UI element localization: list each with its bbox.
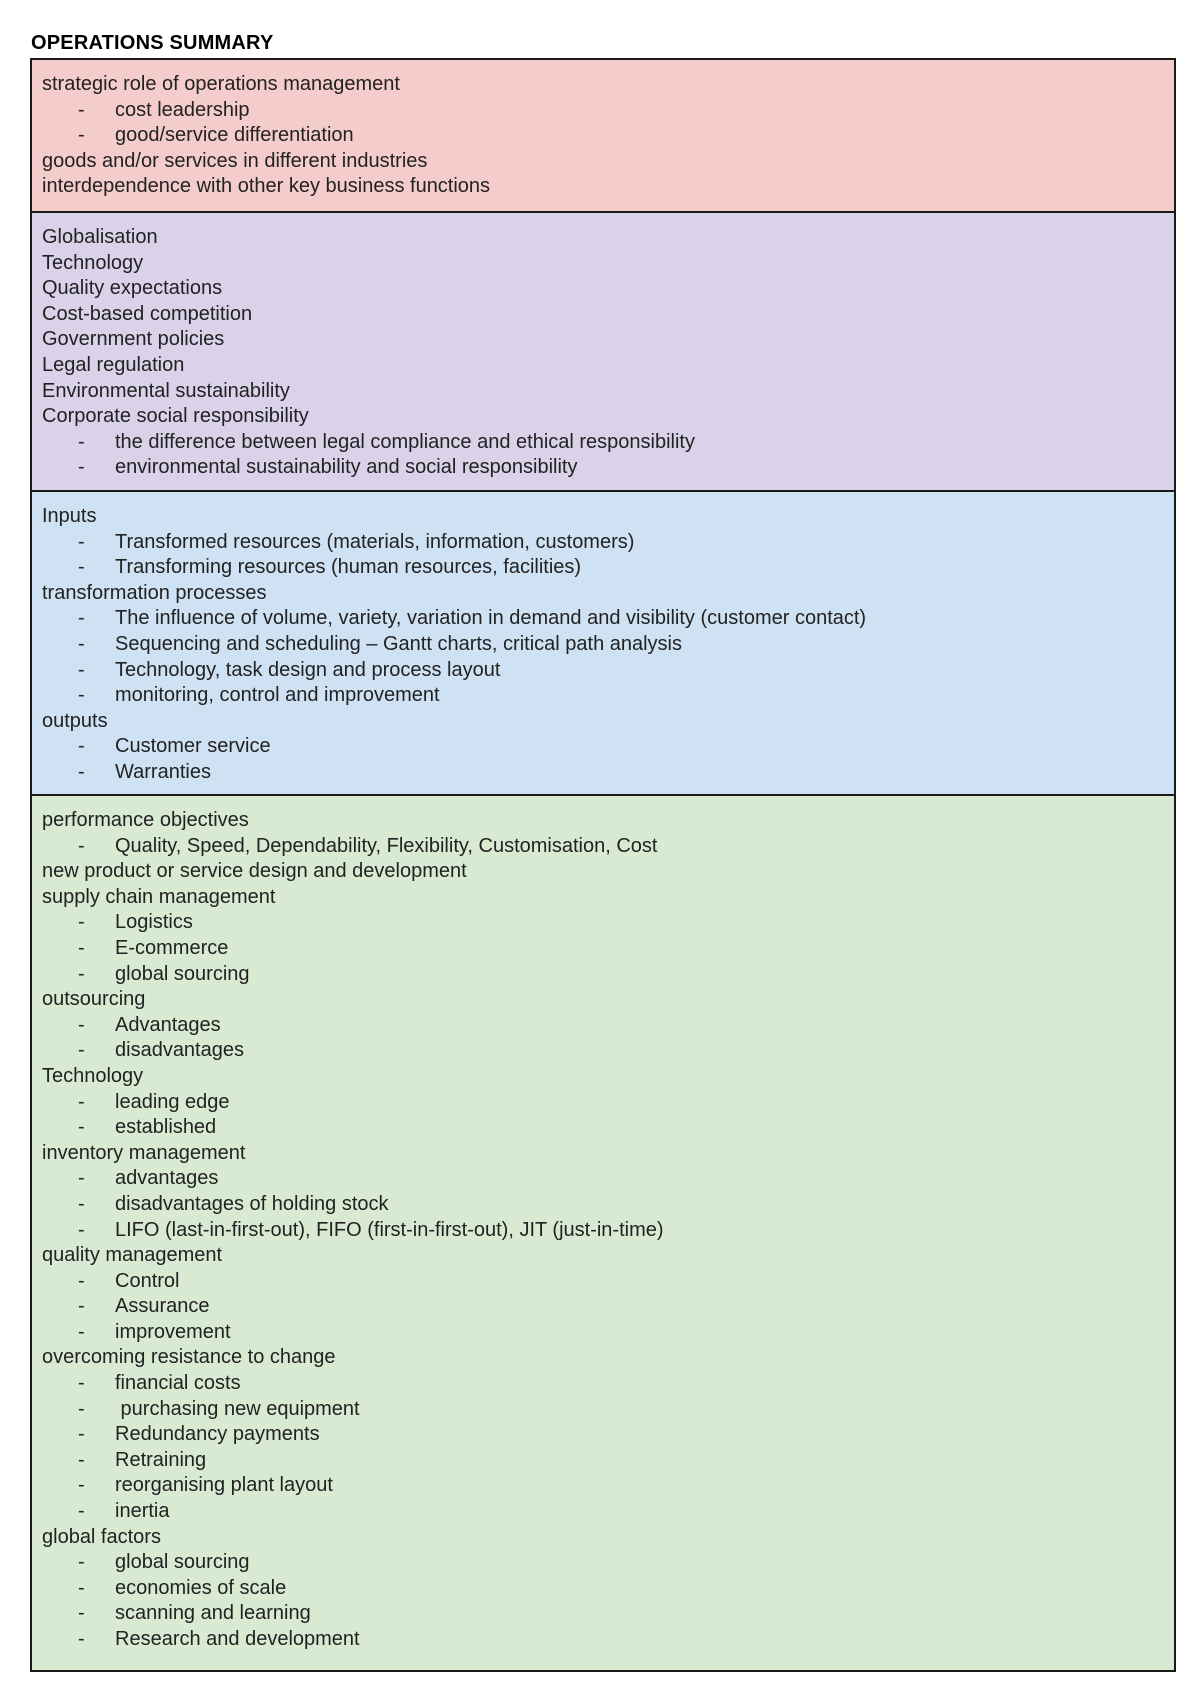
line-text: Redundancy payments: [115, 1423, 320, 1446]
section-influences: [32, 213, 1174, 492]
line-text: Transformed resources (materials, information, customers): [115, 530, 635, 553]
line-text: Quality, Speed, Dependability, Flexibility, Customisation, Cost: [115, 834, 658, 857]
topic-heading: [42, 327, 1164, 353]
sub-point: [42, 962, 1164, 988]
topic-heading: [42, 1525, 1164, 1551]
sub-point: [42, 936, 1164, 962]
sub-point: [42, 910, 1164, 936]
sub-point: [42, 1038, 1164, 1064]
line-text: global sourcing: [115, 1551, 250, 1574]
line-text: Warranties: [115, 760, 211, 783]
sub-point: [42, 1422, 1164, 1448]
bullet-dash: -: [78, 1628, 85, 1650]
line-text: Environmental sustainability: [42, 379, 290, 402]
line-text: Globalisation: [42, 226, 158, 248]
bullet-dash: -: [78, 632, 85, 655]
line-text: advantages: [115, 1167, 219, 1190]
line-text: strategic role of operations management: [42, 73, 400, 95]
sub-point: [42, 760, 1164, 786]
topic-heading: [42, 885, 1164, 911]
sub-point: [42, 1397, 1164, 1423]
bullet-dash: -: [78, 456, 85, 479]
sub-point: [42, 1601, 1164, 1627]
sub-point: [42, 1576, 1164, 1602]
line-text: Retraining: [115, 1448, 207, 1471]
topic-heading: [42, 276, 1164, 302]
bullet-dash: -: [78, 962, 85, 985]
topic-heading: [42, 1064, 1164, 1090]
sub-point: [42, 98, 1164, 124]
sub-point: [42, 555, 1164, 581]
line-text: Sequencing and scheduling – Gantt charts, critical path analysis: [115, 632, 683, 655]
bullet-dash: -: [78, 1576, 85, 1599]
line-text: improvement: [115, 1320, 231, 1343]
topic-heading: [42, 709, 1164, 735]
sub-point: [42, 1269, 1164, 1295]
line-text: Logistics: [115, 911, 193, 934]
bullet-dash: -: [78, 1295, 85, 1318]
line-text: cost leadership: [115, 98, 250, 121]
topic-heading: [42, 808, 1164, 834]
sub-point: [42, 632, 1164, 658]
line-text: Quality expectations: [42, 277, 223, 300]
bullet-dash: -: [78, 1090, 85, 1113]
topic-heading: [42, 859, 1164, 885]
line-text: the difference between legal compliance and ethical responsibility: [115, 430, 695, 453]
summary-table: [30, 58, 1176, 1672]
topic-heading: [42, 1141, 1164, 1167]
line-text: Advantages: [115, 1013, 221, 1036]
bullet-dash: -: [78, 1013, 85, 1036]
line-text: good/service differentiation: [115, 124, 354, 147]
line-text: disadvantages of holding stock: [115, 1192, 389, 1215]
section-operations-strategies: [32, 796, 1174, 1670]
line-text: inertia: [115, 1500, 170, 1523]
sub-point: [42, 455, 1164, 481]
bullet-dash: -: [78, 98, 85, 121]
bullet-dash: -: [78, 1551, 85, 1574]
sub-point: [42, 683, 1164, 709]
bullet-dash: -: [78, 1192, 85, 1215]
topic-heading: [42, 251, 1164, 277]
line-text: Inputs: [42, 505, 97, 527]
bullet-dash: -: [78, 1039, 85, 1062]
line-text: The influence of volume, variety, variation in demand and visibility (customer contact): [115, 607, 867, 630]
sub-point: [42, 1115, 1164, 1141]
section-operations-processes: [32, 492, 1174, 796]
sub-point: [42, 1166, 1164, 1192]
sub-point: [42, 606, 1164, 632]
line-text: interdependence with other key business functions: [42, 175, 491, 198]
topic-heading: [42, 225, 1164, 251]
sub-point: [42, 1294, 1164, 1320]
bullet-dash: -: [78, 1167, 85, 1190]
bullet-dash: -: [78, 1372, 85, 1395]
line-text: Legal regulation: [42, 353, 185, 376]
sub-point: [42, 530, 1164, 556]
sub-point: [42, 1013, 1164, 1039]
line-text: economies of scale: [115, 1576, 287, 1599]
bullet-dash: -: [78, 430, 85, 453]
line-text: LIFO (last-in-first-out), FIFO (first-in-first-out), JIT (just-in-time): [115, 1218, 664, 1241]
bullet-dash: -: [78, 1397, 85, 1420]
line-text: transformation processes: [42, 581, 267, 604]
line-text: goods and/or services in different industries: [42, 149, 428, 172]
line-text: Corporate social responsibility: [42, 405, 309, 428]
line-text: global sourcing: [115, 962, 250, 985]
line-text: Technology, task design and process layout: [115, 658, 501, 681]
bullet-dash: -: [78, 936, 85, 959]
line-text: inventory management: [42, 1141, 246, 1164]
line-text: purchasing new equipment: [115, 1397, 360, 1420]
document-title: OPERATIONS SUMMARY: [31, 32, 274, 54]
line-text: Control: [115, 1269, 180, 1292]
bullet-dash: -: [78, 607, 85, 630]
topic-heading: [42, 379, 1164, 405]
sub-point: [42, 834, 1164, 860]
line-text: Customer service: [115, 735, 271, 758]
bullet-dash: -: [78, 530, 85, 553]
line-text: performance objectives: [42, 809, 249, 831]
topic-heading: [42, 1345, 1164, 1371]
sub-point: [42, 658, 1164, 684]
line-text: overcoming resistance to change: [42, 1346, 336, 1369]
line-text: Research and development: [115, 1628, 360, 1650]
bullet-dash: -: [78, 658, 85, 681]
sub-point: [42, 1473, 1164, 1499]
topic-heading: [42, 149, 1164, 175]
line-text: Technology: [42, 251, 144, 274]
sub-point: [42, 430, 1164, 456]
sub-point: [42, 1627, 1164, 1653]
bullet-dash: -: [78, 735, 85, 758]
sub-point: [42, 123, 1164, 149]
bullet-dash: -: [78, 1448, 85, 1471]
line-text: financial costs: [115, 1372, 241, 1395]
line-text: Transforming resources (human resources, facilities): [115, 556, 582, 579]
sub-point: [42, 1218, 1164, 1244]
line-text: outsourcing: [42, 988, 146, 1011]
line-text: established: [115, 1116, 217, 1139]
line-text: Assurance: [115, 1295, 210, 1318]
topic-heading: [42, 581, 1164, 607]
bullet-dash: -: [78, 556, 85, 579]
bullet-dash: -: [78, 1116, 85, 1139]
line-text: new product or service design and development: [42, 860, 467, 883]
sub-point: [42, 1448, 1164, 1474]
sub-point: [42, 1499, 1164, 1525]
line-text: Government policies: [42, 328, 225, 351]
bullet-dash: -: [78, 1269, 85, 1292]
topic-heading: [42, 302, 1164, 328]
bullet-dash: -: [78, 1602, 85, 1625]
bullet-dash: -: [78, 1218, 85, 1241]
bullet-dash: -: [78, 834, 85, 857]
topic-heading: [42, 987, 1164, 1013]
bullet-dash: -: [78, 684, 85, 707]
line-text: Technology: [42, 1064, 144, 1087]
line-text: quality management: [42, 1244, 223, 1267]
sub-point: [42, 734, 1164, 760]
line-text: global factors: [42, 1525, 161, 1548]
line-text: supply chain management: [42, 885, 276, 908]
line-text: outputs: [42, 709, 108, 732]
sub-point: [42, 1090, 1164, 1116]
topic-heading: [42, 174, 1164, 200]
bullet-dash: -: [78, 911, 85, 934]
sub-point: [42, 1192, 1164, 1218]
bullet-dash: -: [78, 760, 85, 783]
line-text: leading edge: [115, 1090, 230, 1113]
line-text: disadvantages: [115, 1039, 244, 1062]
sub-point: [42, 1371, 1164, 1397]
topic-heading: [42, 504, 1164, 530]
line-text: scanning and learning: [115, 1602, 311, 1625]
bullet-dash: -: [78, 1474, 85, 1497]
line-text: E-commerce: [115, 936, 229, 959]
sub-point: [42, 1320, 1164, 1346]
line-text: reorganising plant layout: [115, 1474, 333, 1497]
topic-heading: [42, 404, 1164, 430]
line-text: monitoring, control and improvement: [115, 684, 440, 707]
topic-heading: [42, 353, 1164, 379]
line-text: environmental sustainability and social responsibility: [115, 456, 578, 479]
section-strategic-role: [32, 60, 1174, 213]
sub-point: [42, 1550, 1164, 1576]
bullet-dash: -: [78, 124, 85, 147]
bullet-dash: -: [78, 1500, 85, 1523]
topic-heading: [42, 72, 1164, 98]
topic-heading: [42, 1243, 1164, 1269]
bullet-dash: -: [78, 1320, 85, 1343]
bullet-dash: -: [78, 1423, 85, 1446]
line-text: Cost-based competition: [42, 302, 253, 325]
